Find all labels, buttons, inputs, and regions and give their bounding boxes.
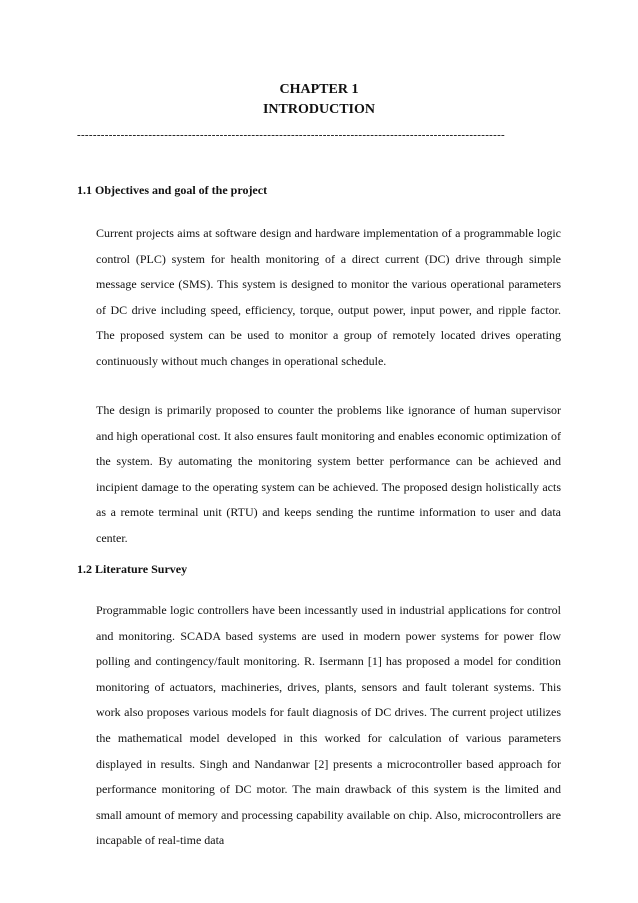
section-heading-literature: 1.2 Literature Survey [77, 562, 188, 576]
paragraph-objectives-1: Current projects aims at software design and hardware implementation of a programmable logic control (PLC) system for health monitoring of a direct current (DC) drive through simple message service (SMS). This system is designed to monitor the various operational parameters of DC drive including speed, efficiency, torque, output power, input power, and ripple factor. The proposed system can be used to monitor a group of remotely located drives operating continuously without much changes in operational schedule. [96, 226, 561, 368]
paragraph-literature-1: Programmable logic controllers have been incessantly used in industrial applications for control and monitoring. SCADA based systems are used in modern power systems for power flow polling and contingency/fault monitoring. R. Isermann [1] has proposed a model for condition monitoring of actuators, machineries, drives, plants, sensors and fault tolerant systems. This work also proposes various models for fault diagnosis of DC drives. The current project utilizes the mathematical model developed in this worked for calculation of various parameters displayed in results. Singh and Nandanwar [2] presents a microcontroller based approach for performance monitoring of DC motor. The main drawback of this system is the limited and small amount of memory and processing capability available on chip. Also, microcontrollers are incapable of real-time data [96, 603, 561, 848]
section-heading-objectives: 1.1 Objectives and goal of the project [77, 183, 268, 197]
dashed-divider: ------------------------------------------------------------------------------------------------------------ [77, 132, 506, 138]
chapter-number: CHAPTER 1 [279, 82, 359, 97]
chapter-title: INTRODUCTION [262, 102, 375, 117]
paragraph-objectives-2: The design is primarily proposed to counter the problems like ignorance of human supervisor and high operational cost. It also ensures fault monitoring and enables economic optimization of the system. By automating the monitoring system better performance can be achieved and incipient damage to the operating system can be achieved. The proposed design holistically acts as a remote terminal unit (RTU) and keeps sending the runtime information to user and data center. [96, 403, 561, 545]
